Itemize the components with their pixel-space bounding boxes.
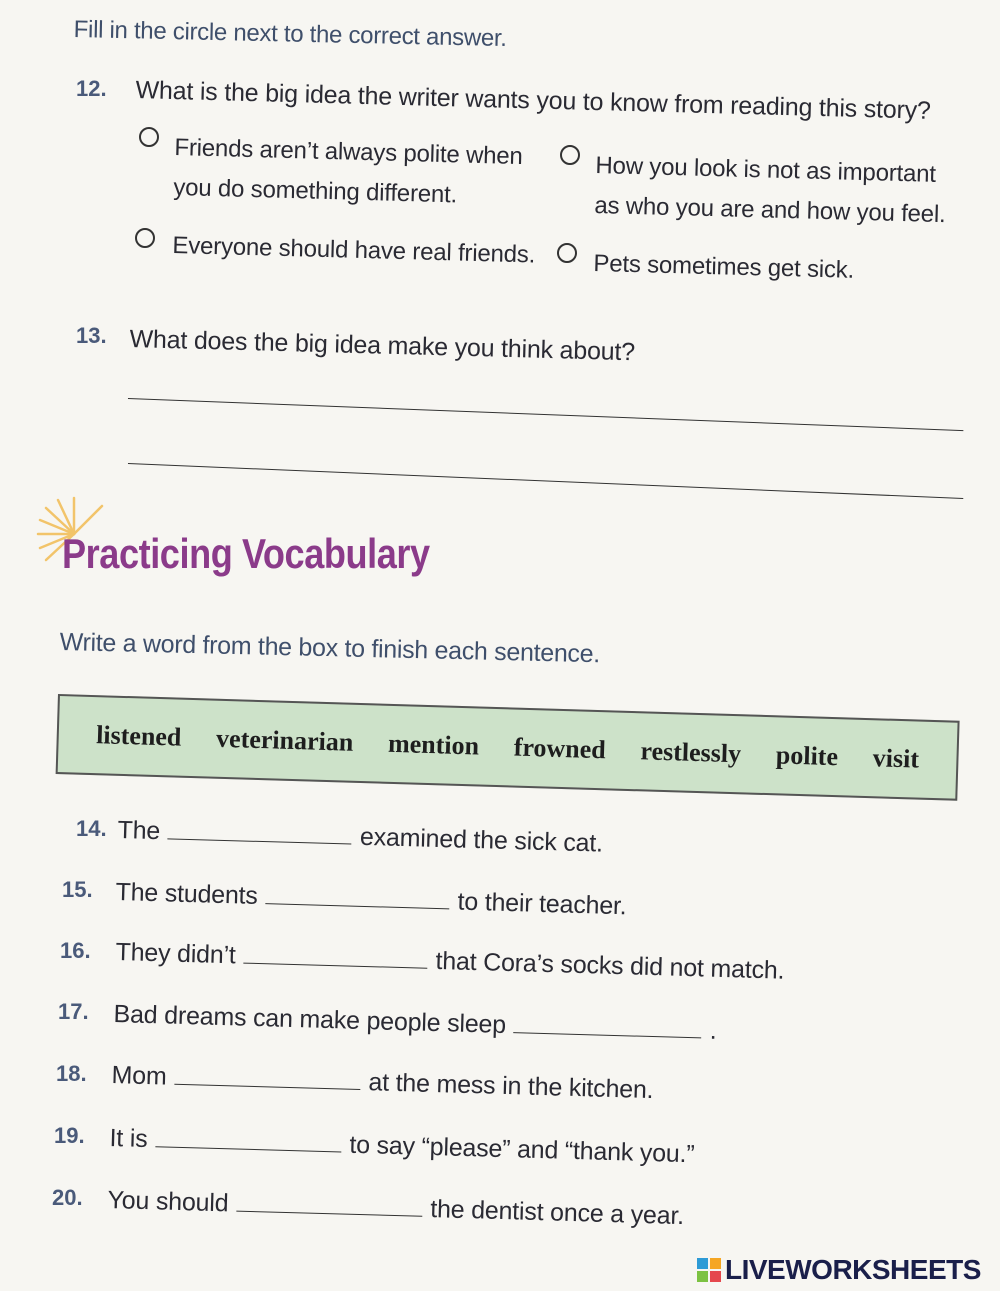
q12-option-c-text: Everyone should have real friends. xyxy=(172,231,536,269)
vocabulary-instructions: Write a word from the box to finish each sentence. xyxy=(59,628,601,669)
sentence-number: 20. xyxy=(52,1185,83,1210)
sentence-after: at the mess in the kitchen. xyxy=(368,1068,654,1105)
liveworksheets-logo xyxy=(697,1254,981,1286)
answer-blank[interactable] xyxy=(174,1064,361,1090)
word-box xyxy=(56,694,960,801)
q13-answer-line-1[interactable] xyxy=(128,398,963,431)
sentence-before: They didn’t xyxy=(115,938,237,970)
logo-tile xyxy=(697,1271,708,1282)
question-12-text: What is the big idea the writer wants you to know from reading this story? xyxy=(135,76,932,125)
q12-option-b-radio[interactable] xyxy=(560,145,580,165)
sentence-body xyxy=(111,1061,654,1105)
sentence-number: 18. xyxy=(56,1061,87,1086)
sentence-after: to their teacher. xyxy=(457,887,627,921)
sentence-before: Bad dreams can make people sleep xyxy=(113,1000,507,1039)
word-bank-item: restlessly xyxy=(640,736,742,769)
question-13-number: 13. xyxy=(76,323,107,348)
section-title: Practicing Vocabulary xyxy=(62,530,430,577)
sentence-before: You should xyxy=(107,1186,229,1218)
word-bank-item: visit xyxy=(872,743,920,774)
answer-blank[interactable] xyxy=(155,1126,342,1152)
logo-text: LIVEWORKSHEETS xyxy=(725,1254,981,1285)
q12-option-b-line2: as who you are and how you feel. xyxy=(594,191,946,229)
sentence-number: 19. xyxy=(54,1123,85,1148)
word-bank-item: mention xyxy=(387,728,480,761)
sentence-body xyxy=(115,938,785,986)
q12-option-a-text xyxy=(173,128,523,217)
answer-blank[interactable] xyxy=(168,818,353,844)
sentence-before: The xyxy=(117,816,161,846)
sentence-before: It is xyxy=(109,1124,148,1154)
sentence-body xyxy=(107,1186,684,1231)
question-13-text: What does the big idea make you think about? xyxy=(129,325,636,367)
sentence-body xyxy=(109,1124,695,1169)
word-bank-item: frowned xyxy=(513,732,607,765)
sentence-before: The students xyxy=(115,878,259,910)
answer-blank[interactable] xyxy=(236,1191,423,1217)
answer-blank[interactable] xyxy=(265,883,450,909)
sentence-after: . xyxy=(709,1016,717,1045)
q12-option-a-radio[interactable] xyxy=(139,127,159,147)
sentence-number: 15. xyxy=(62,877,93,902)
multiple-choice-instructions: Fill in the circle next to the correct answer. xyxy=(73,16,507,53)
sentence-after: that Cora’s socks did not match. xyxy=(435,946,785,985)
sentence-body xyxy=(115,878,627,921)
answer-blank[interactable] xyxy=(243,943,428,969)
q12-option-b-line1: How you look is not as important xyxy=(595,151,937,188)
q12-option-b-text xyxy=(594,146,947,235)
q12-option-a-line2: you do something different. xyxy=(173,173,458,209)
logo-tile xyxy=(710,1258,721,1269)
sentence-after: to say “please” and “thank you.” xyxy=(349,1130,695,1169)
sentence-before: Mom xyxy=(111,1061,167,1091)
logo-tile xyxy=(697,1258,708,1269)
sentence-body xyxy=(117,816,603,859)
word-bank-item: veterinarian xyxy=(215,723,354,757)
answer-blank[interactable] xyxy=(514,1012,703,1038)
q12-option-d-radio[interactable] xyxy=(557,243,577,263)
sentence-number: 17. xyxy=(58,999,89,1024)
sentence-after: the dentist once a year. xyxy=(429,1195,685,1231)
q12-option-a-line1: Friends aren’t always polite when xyxy=(174,133,523,171)
q12-option-c-radio[interactable] xyxy=(135,228,155,248)
q13-answer-line-2[interactable] xyxy=(128,463,963,499)
logo-tile xyxy=(710,1271,721,1282)
word-bank-item: listened xyxy=(95,720,182,752)
sentence-body xyxy=(113,1000,717,1046)
q12-option-d-text: Pets sometimes get sick. xyxy=(593,249,855,284)
sentence-number: 16. xyxy=(60,938,91,963)
sentence-number: 14. xyxy=(76,816,107,841)
logo-tiles-icon xyxy=(697,1258,721,1282)
sentence-after: examined the sick cat. xyxy=(359,822,604,858)
word-bank-item: polite xyxy=(775,740,839,772)
question-12-number: 12. xyxy=(76,76,107,101)
